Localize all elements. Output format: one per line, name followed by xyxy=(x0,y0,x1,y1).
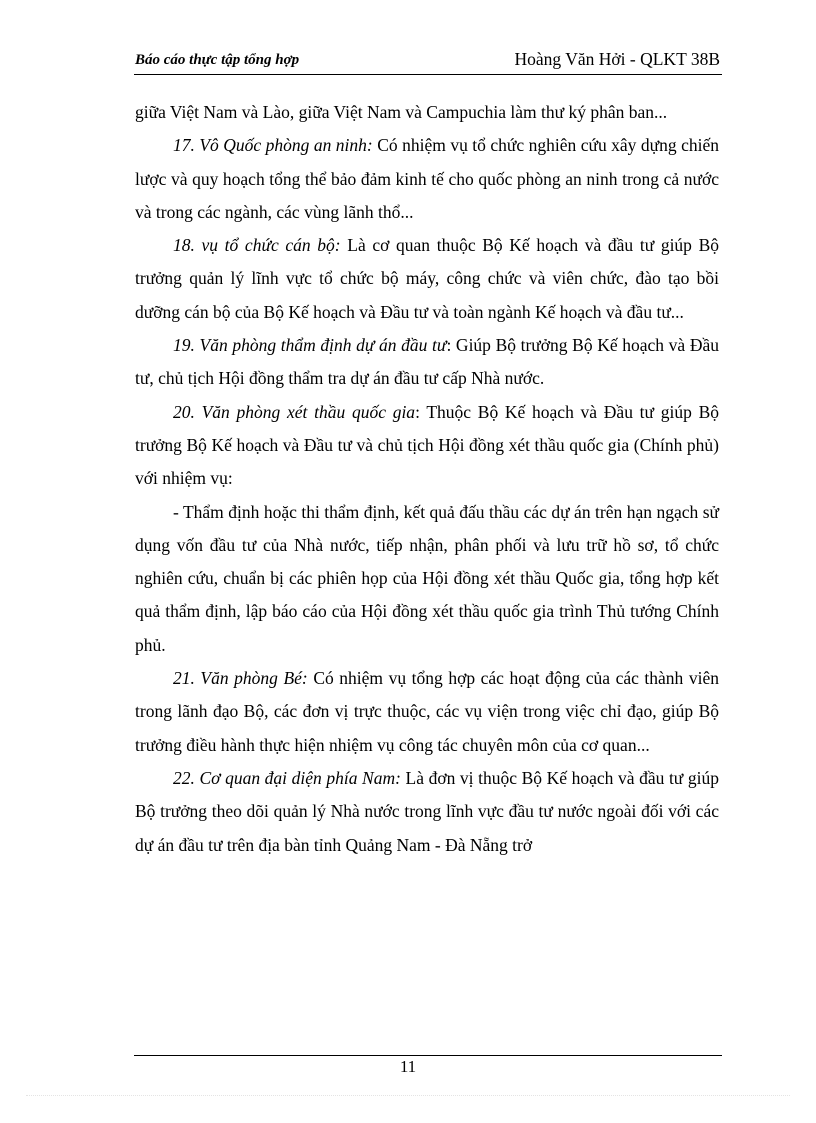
paragraph xyxy=(135,496,719,662)
author-class: Hoàng Văn Hởi - QLKT 38B xyxy=(514,49,720,69)
paragraph-lead: 22. Cơ quan đại diện phía Nam: xyxy=(173,767,401,788)
footer-divider xyxy=(134,1055,722,1056)
paragraph-lead: 21. Văn phòng Bé: xyxy=(173,668,308,689)
page-bottom-border xyxy=(26,1095,790,1096)
paragraph-lead: 17. Vô Quốc phòng an ninh: xyxy=(173,135,373,156)
paragraph-text: - Thẩm định hoặc thi thẩm định, kết quả đấu thầu các dự án trên hạn ngạch sử dụng vốn đầu tư của Nhà nước, tiếp nhận, phân phối và lưu trữ hồ sơ, tổ chức nghiên cứu, chuẩn bị các phiên họp của Hội đồng xét thầu Quốc gia, tổng hợp kết quả thẩm định, lập báo cáo của Hội đồng xét thầu quốc gia trình Thủ tướng Chính phủ. xyxy=(135,501,719,655)
paragraph xyxy=(135,129,719,229)
paragraph xyxy=(135,762,719,862)
page-header xyxy=(134,48,722,75)
paragraph-text: Là cơ quan thuộc Bộ Kế hoạch và đầu tư giúp Bộ trưởng quản lý lĩnh vực tổ chức bộ máy, công chức và viên chức, đào tạo bồi dưỡng cán bộ của Bộ Kế hoạch và Đầu tư và toàn ngành Kế hoạch và đầu tư... xyxy=(135,235,719,322)
paragraph-lead: 20. Văn phòng xét thầu quốc gia xyxy=(173,401,416,422)
paragraph xyxy=(135,329,719,396)
paragraph xyxy=(135,229,719,329)
paragraph-text: Có nhiệm vụ tổ chức nghiên cứu xây dựng chiến lược và quy hoạch tổng thể bảo đảm kinh tế cho quốc phòng an ninh trong cả nước và trong các ngành, các vùng lãnh thổ... xyxy=(135,135,719,222)
paragraph-lead: 19. Văn phòng thẩm định dự án đầu tư xyxy=(173,335,447,356)
paragraph xyxy=(135,396,719,496)
document-body xyxy=(135,96,719,862)
paragraph-lead: 18. vụ tổ chức cán bộ: xyxy=(173,235,341,256)
paragraph-text: Có nhiệm vụ tổng hợp các hoạt động của các thành viên trong lãnh đạo Bộ, các đơn vị trực thuộc, các vụ viện trong việc chỉ đạo, giúp Bộ trưởng điều hành thực hiện nhiệm vụ công tác chuyên môn của cơ quan... xyxy=(135,668,719,755)
page-number: 11 xyxy=(399,1057,417,1076)
paragraph-text: : Thuộc Bộ Kế hoạch và Đầu tư giúp Bộ trưởng Bộ Kế hoạch và Đầu tư và chủ tịch Hội đồng xét thầu quốc gia (Chính phủ) với nhiệm vụ: xyxy=(135,401,720,489)
paragraph-text: giữa Việt Nam và Lào, giữa Việt Nam và Campuchia làm thư ký phân ban... xyxy=(135,102,668,122)
report-title: Báo cáo thực tập tổng hợp xyxy=(135,52,300,68)
paragraph-text: : Giúp Bộ trưởng Bộ Kế hoạch và Đầu tư, chủ tịch Hội đồng thẩm tra dự án đầu tư cấp Nhà nước. xyxy=(135,335,719,389)
paragraph xyxy=(135,662,719,762)
paragraph-text: Là đơn vị thuộc Bộ Kế hoạch và đầu tư giúp Bộ trưởng theo dõi quản lý Nhà nước trong lĩnh vực đầu tư nước ngoài đối với các dự án đầu tư trên địa bàn tỉnh Quảng Nam - Đà Nẵng trở xyxy=(135,767,719,855)
paragraph xyxy=(135,96,719,129)
